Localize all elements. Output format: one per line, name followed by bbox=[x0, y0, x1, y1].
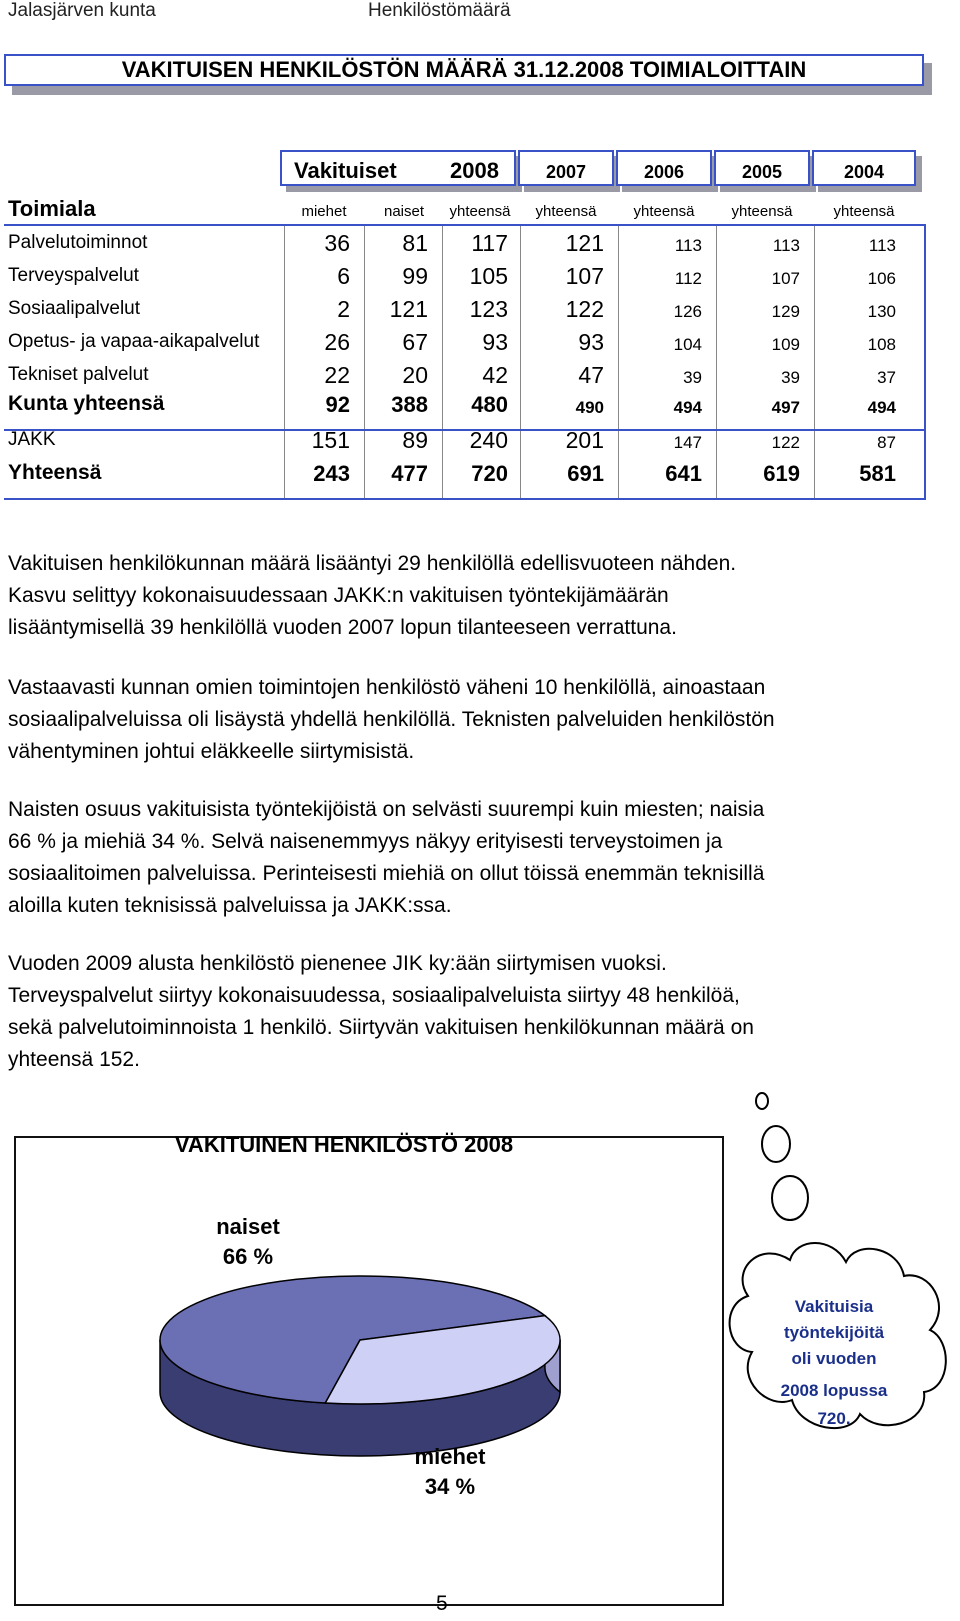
header-year-2007: 2007 bbox=[545, 162, 587, 182]
paragraph-line: lisääntymisellä 39 henkilöllä vuoden 2007 lopun tilanteeseen verrattuna. bbox=[8, 616, 677, 639]
paragraph-line: Vakituisen henkilökunnan määrä lisääntyi 29 henkilöllä edellisvuoteen nähden. bbox=[8, 552, 737, 575]
callout-line: Vakituisia bbox=[794, 1297, 874, 1316]
table-cell: 240 bbox=[469, 427, 508, 453]
thought-bubble bbox=[762, 1126, 790, 1162]
row-label: Palvelutoiminnot bbox=[8, 232, 148, 253]
table-cell: 108 bbox=[867, 335, 896, 354]
table-cell: 107 bbox=[565, 263, 604, 289]
paragraph-line: Naisten osuus vakituisista työntekijöistä on selvästi suurempi kuin miesten; naisia bbox=[8, 798, 765, 821]
row-label: Yhteensä bbox=[8, 461, 102, 484]
column-header-toimiala: Toimiala bbox=[8, 196, 96, 221]
table-cell: 2 bbox=[337, 296, 350, 322]
table-cell: 81 bbox=[402, 230, 428, 256]
table-cell: 581 bbox=[859, 461, 896, 486]
callout-line: työntekijöitä bbox=[783, 1323, 885, 1342]
table-cell: 126 bbox=[673, 302, 702, 321]
table-cell: 122 bbox=[565, 296, 604, 322]
header-section: Henkilöstömäärä bbox=[368, 0, 511, 21]
paragraph-line: sekä palvelutoiminnoista 1 henkilö. Siirtyvän vakituisen henkilökunnan määrä on bbox=[8, 1016, 754, 1039]
row-label: Terveyspalvelut bbox=[8, 265, 139, 286]
table-cell: 39 bbox=[781, 368, 800, 387]
table-cell: 109 bbox=[771, 335, 800, 354]
table-cell: 93 bbox=[482, 329, 508, 355]
page-number: 5 bbox=[436, 1592, 448, 1615]
table-cell: 122 bbox=[771, 433, 800, 452]
sub-header-naiset: naiset bbox=[383, 203, 425, 220]
table-cell: 42 bbox=[482, 362, 508, 388]
table-cell: 47 bbox=[578, 362, 604, 388]
table-cell: 36 bbox=[324, 230, 350, 256]
table-cell: 113 bbox=[868, 236, 896, 255]
table-cell: 67 bbox=[402, 329, 428, 355]
table-cell: 99 bbox=[402, 263, 428, 289]
table-cell: 87 bbox=[877, 433, 896, 452]
slice-percent-naiset: 66 % bbox=[222, 1244, 274, 1269]
header-year-2006: 2006 bbox=[643, 162, 685, 182]
paragraph-line: sosiaalipalveluissa oli lisäystä yhdellä henkilöllä. Teknisten palveluiden henkilöstön bbox=[8, 708, 775, 731]
row-label: Tekniset palvelut bbox=[8, 364, 149, 385]
table-cell: 117 bbox=[471, 230, 508, 256]
header-group-label: Vakituiset bbox=[294, 158, 397, 183]
header-year-2008: 2008 bbox=[450, 158, 499, 183]
table-cell: 151 bbox=[311, 427, 350, 453]
sub-header-miehet: miehet bbox=[301, 203, 347, 220]
sub-header-yhteensa-2004: yhteensä bbox=[833, 203, 895, 220]
paragraph-line: Vastaavasti kunnan omien toimintojen henkilöstö väheni 10 henkilöllä, ainoastaan bbox=[8, 676, 766, 699]
table-cell: 720 bbox=[471, 461, 508, 486]
pie-chart bbox=[160, 1132, 560, 1499]
callout-line: 720. bbox=[817, 1409, 851, 1428]
table-cell: 641 bbox=[665, 461, 702, 486]
sub-header-yhteensa-2008: yhteensä bbox=[449, 203, 511, 220]
paragraph-line: Vuoden 2009 alusta henkilöstö pienenee JIK ky:ään siirtymisen vuoksi. bbox=[8, 952, 667, 975]
paragraph-line: yhteensä 152. bbox=[8, 1048, 140, 1071]
table-cell: 105 bbox=[469, 263, 508, 289]
callout-line: oli vuoden bbox=[791, 1349, 877, 1368]
paragraph-line: Terveyspalvelut siirtyy kokonaisuudessa, sosiaalipalveluista siirtyy 48 henkilöä, bbox=[8, 984, 740, 1007]
table-cell: 129 bbox=[771, 302, 800, 321]
table-cell: 691 bbox=[567, 461, 604, 486]
paragraph-line: vähentyminen johtui eläkkeelle siirtymisistä. bbox=[8, 740, 415, 763]
paragraph-line: sosiaalitoimen palveluissa. Perinteisesti miehiä on ollut töissä enemmän teknisillä bbox=[8, 862, 765, 885]
sub-header-yhteensa-2007: yhteensä bbox=[535, 203, 597, 220]
table-cell: 113 bbox=[674, 236, 702, 255]
row-label: Opetus- ja vapaa-aikapalvelut bbox=[8, 331, 260, 352]
table-cell: 619 bbox=[763, 461, 800, 486]
paragraph-line: Kasvu selittyy kokonaisuudessaan JAKK:n vakituisen työntekijämäärän bbox=[8, 584, 669, 607]
table-cell: 104 bbox=[673, 335, 702, 354]
sub-header-yhteensa-2005: yhteensä bbox=[731, 203, 793, 220]
table-cell: 113 bbox=[772, 236, 800, 255]
table-cell: 26 bbox=[324, 329, 350, 355]
table-cell: 106 bbox=[867, 269, 896, 288]
row-label: Sosiaalipalvelut bbox=[8, 298, 141, 319]
table-cell: 107 bbox=[771, 269, 800, 288]
thought-bubble bbox=[772, 1176, 808, 1220]
thought-bubble bbox=[756, 1093, 768, 1109]
table-cell: 243 bbox=[313, 461, 350, 486]
header-municipality: Jalasjärven kunta bbox=[8, 0, 156, 21]
table-cell: 37 bbox=[877, 368, 896, 387]
row-label: JAKK bbox=[8, 429, 56, 450]
table-cell: 201 bbox=[565, 427, 604, 453]
table-cell: 130 bbox=[867, 302, 896, 321]
slice-percent-miehet: 34 % bbox=[424, 1474, 476, 1499]
header-year-2004: 2004 bbox=[843, 162, 885, 182]
header-year-2005: 2005 bbox=[741, 162, 783, 182]
table-cell: 494 bbox=[673, 398, 702, 417]
chart-title: VAKITUINEN HENKILÖSTÖ 2008 bbox=[174, 1132, 514, 1157]
table-cell: 121 bbox=[389, 296, 428, 322]
table-cell: 20 bbox=[402, 362, 428, 388]
paragraph-line: aloilla kuten teknisissä palveluissa ja JAKK:ssa. bbox=[8, 894, 452, 917]
page-title: VAKITUISEN HENKILÖSTÖN MÄÄRÄ 31.12.2008 TOIMIALOITTAIN bbox=[4, 54, 924, 86]
callout-line: 2008 lopussa bbox=[780, 1381, 888, 1400]
callout-cloud bbox=[730, 1093, 946, 1428]
table-cell: 39 bbox=[683, 368, 702, 387]
slice-label-miehet: miehet bbox=[414, 1444, 486, 1469]
table-cell: 89 bbox=[402, 427, 428, 453]
table-cell: 497 bbox=[771, 398, 800, 417]
sub-header-yhteensa-2006: yhteensä bbox=[633, 203, 695, 220]
table-cell: 123 bbox=[469, 296, 508, 322]
table-cell: 22 bbox=[324, 362, 350, 388]
table-cell: 112 bbox=[674, 269, 702, 288]
paragraph-line: 66 % ja miehiä 34 %. Selvä naisenemmyys näkyy erityisesti terveystoimen ja bbox=[8, 830, 723, 853]
table-cell: 121 bbox=[565, 230, 604, 256]
row-label: Kunta yhteensä bbox=[8, 392, 165, 415]
table-cell: 93 bbox=[578, 329, 604, 355]
table-cell: 6 bbox=[337, 263, 350, 289]
table-cell: 147 bbox=[673, 433, 702, 452]
table-cell: 480 bbox=[471, 392, 508, 417]
table-cell: 494 bbox=[867, 398, 896, 417]
slice-label-naiset: naiset bbox=[216, 1214, 280, 1239]
table-cell: 388 bbox=[391, 392, 428, 417]
table-cell: 490 bbox=[575, 398, 604, 417]
table-cell: 92 bbox=[325, 392, 350, 417]
table-cell: 477 bbox=[391, 461, 428, 486]
